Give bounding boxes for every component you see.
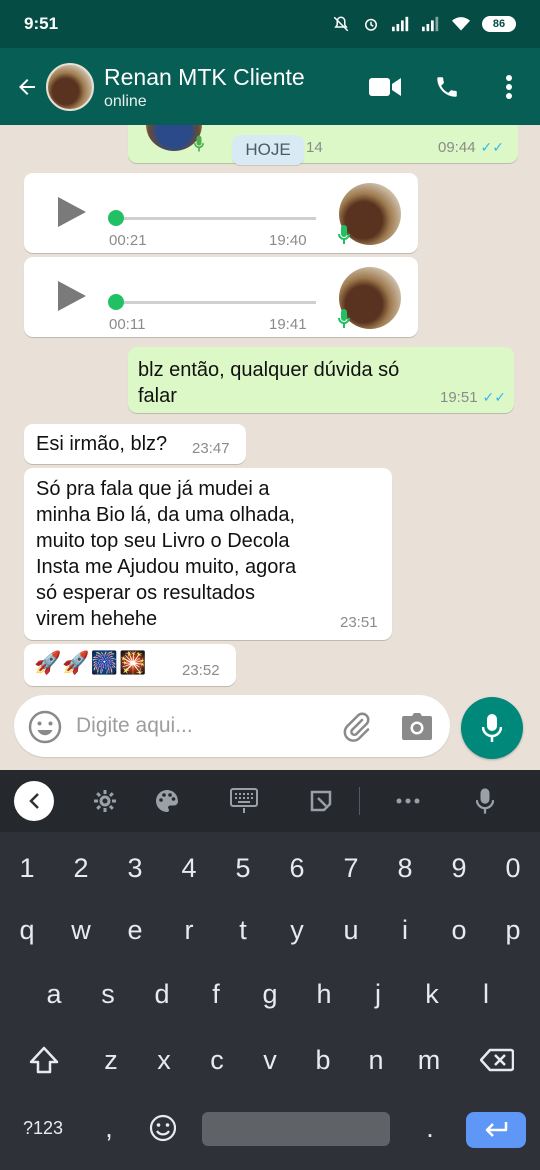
arrow-left-icon bbox=[15, 75, 39, 99]
contact-info[interactable] bbox=[104, 63, 354, 111]
key[interactable]: j bbox=[375, 978, 381, 1009]
audio-progress-track[interactable] bbox=[116, 217, 316, 220]
incoming-message[interactable] bbox=[24, 424, 246, 464]
key[interactable]: e bbox=[127, 914, 143, 945]
ellipsis-icon bbox=[396, 798, 420, 804]
letter-row-2 bbox=[0, 964, 540, 1024]
battery-indicator: 86 bbox=[482, 16, 516, 32]
message-line: blz então, qualquer dúvida só bbox=[138, 359, 400, 381]
clipboard-button[interactable] bbox=[296, 770, 346, 832]
video-call-button[interactable] bbox=[354, 48, 416, 125]
more-options-button[interactable] bbox=[478, 48, 540, 125]
key[interactable]: g bbox=[262, 978, 278, 1009]
audio-message[interactable] bbox=[24, 257, 418, 337]
clipboard-icon bbox=[309, 789, 333, 813]
mic-icon bbox=[476, 788, 494, 814]
message-time-partial: 14 bbox=[306, 139, 323, 156]
incoming-message[interactable] bbox=[24, 468, 392, 640]
collapse-toolbar-button[interactable] bbox=[0, 770, 68, 832]
contact-name: Renan MTK Cliente bbox=[104, 63, 305, 90]
key[interactable]: 1 bbox=[19, 852, 35, 883]
key[interactable]: v bbox=[263, 1044, 277, 1075]
clock: 9:51 bbox=[24, 14, 59, 33]
message-line: Insta me Ajudou muito, agora bbox=[36, 556, 297, 578]
key[interactable]: d bbox=[154, 978, 170, 1009]
emoji-icon bbox=[149, 1114, 177, 1142]
message-time: 23:47 bbox=[192, 440, 230, 457]
audio-duration: 00:11 bbox=[109, 316, 146, 333]
key[interactable]: 4 bbox=[181, 852, 197, 883]
key[interactable]: 5 bbox=[235, 852, 251, 883]
key[interactable]: x bbox=[157, 1044, 171, 1075]
message-line: falar bbox=[138, 385, 177, 407]
chevron-left-icon bbox=[14, 781, 54, 821]
message-line: minha Bio lá, da uma olhada, bbox=[36, 504, 296, 526]
date-chip: HOJE bbox=[232, 135, 304, 165]
keyboard-toolbar bbox=[0, 770, 540, 832]
mic-icon bbox=[338, 309, 350, 329]
message-time: 09:44 ✓✓ bbox=[438, 139, 505, 156]
key[interactable]: t bbox=[239, 914, 247, 945]
keyboard bbox=[0, 770, 540, 1170]
key[interactable]: q bbox=[19, 914, 35, 945]
key[interactable]: 6 bbox=[289, 852, 305, 883]
key[interactable]: l bbox=[483, 978, 489, 1009]
shift-key[interactable] bbox=[3, 1030, 85, 1090]
key[interactable]: h bbox=[316, 978, 332, 1009]
kebab-menu-icon bbox=[506, 75, 512, 99]
alarm-icon bbox=[362, 15, 380, 33]
comma-key[interactable]: , bbox=[105, 1112, 113, 1143]
message-partial[interactable] bbox=[128, 125, 518, 163]
key[interactable]: 9 bbox=[451, 852, 467, 883]
emoji-key[interactable] bbox=[138, 1108, 188, 1148]
period-key[interactable]: . bbox=[426, 1112, 434, 1143]
key[interactable]: 7 bbox=[343, 852, 359, 883]
message-line: Esi irmão, blz? bbox=[36, 433, 168, 455]
enter-icon bbox=[483, 1120, 509, 1140]
phone-icon bbox=[434, 74, 460, 100]
audio-duration: 00:21 bbox=[109, 232, 147, 249]
space-bar[interactable] bbox=[202, 1112, 390, 1146]
play-icon[interactable] bbox=[54, 195, 88, 229]
key[interactable]: y bbox=[290, 914, 304, 945]
voice-typing-button[interactable] bbox=[444, 770, 526, 832]
settings-button[interactable] bbox=[68, 770, 142, 832]
emoji-line: 🚀🚀🎆🎇 bbox=[34, 650, 148, 675]
message-list[interactable] bbox=[0, 125, 540, 770]
message-line: Só pra fala que já mudei a bbox=[36, 478, 270, 500]
voice-record-button[interactable] bbox=[461, 697, 523, 759]
gear-icon bbox=[93, 789, 117, 813]
message-time: 23:51 bbox=[340, 614, 378, 631]
back-button[interactable] bbox=[0, 48, 46, 125]
outgoing-message[interactable] bbox=[128, 347, 514, 413]
key[interactable]: z bbox=[104, 1044, 118, 1075]
message-input[interactable] bbox=[76, 707, 326, 745]
bottom-row bbox=[0, 1100, 540, 1158]
compose-field bbox=[14, 695, 450, 757]
mic-icon bbox=[194, 135, 204, 153]
key[interactable]: 8 bbox=[397, 852, 413, 883]
wifi-icon bbox=[452, 15, 470, 33]
key[interactable]: s bbox=[101, 978, 115, 1009]
mic-icon bbox=[482, 714, 502, 742]
status-icons bbox=[332, 15, 516, 33]
audio-seek-handle[interactable] bbox=[108, 294, 124, 310]
voice-call-button[interactable] bbox=[416, 48, 478, 125]
message-time: 19:40 bbox=[269, 232, 307, 249]
key[interactable]: f bbox=[212, 978, 220, 1009]
play-icon[interactable] bbox=[54, 279, 88, 313]
message-time: 19:41 bbox=[269, 316, 307, 333]
message-time: 19:51 ✓✓ bbox=[440, 389, 507, 406]
message-time: 23:52 bbox=[182, 662, 220, 679]
number-row bbox=[0, 838, 540, 898]
more-tools-button[interactable] bbox=[372, 770, 444, 832]
key[interactable]: 0 bbox=[505, 852, 521, 883]
audio-progress-track[interactable] bbox=[116, 301, 316, 304]
status-bar bbox=[0, 0, 540, 48]
symbols-key[interactable]: ?123 bbox=[22, 1117, 64, 1138]
key[interactable]: w bbox=[71, 914, 91, 945]
backspace-icon bbox=[480, 1048, 514, 1072]
palette-icon bbox=[154, 788, 180, 814]
video-camera-icon bbox=[369, 76, 401, 98]
key[interactable]: 3 bbox=[127, 852, 143, 883]
contact-avatar[interactable] bbox=[46, 63, 94, 111]
message-line: só esperar os resultados bbox=[36, 582, 256, 604]
key[interactable]: m bbox=[417, 1044, 441, 1075]
read-receipt-icon: ✓✓ bbox=[480, 139, 505, 155]
mute-icon bbox=[332, 15, 350, 33]
key[interactable]: n bbox=[368, 1044, 384, 1075]
key[interactable]: p bbox=[505, 914, 521, 945]
message-line: muito top seu Livro o Decola bbox=[36, 530, 290, 552]
key[interactable]: o bbox=[451, 914, 467, 945]
emoji-icon[interactable] bbox=[28, 710, 62, 744]
key[interactable]: b bbox=[315, 1044, 331, 1075]
letter-row-1 bbox=[0, 900, 540, 960]
key[interactable]: r bbox=[184, 914, 194, 945]
keyboard-icon bbox=[230, 788, 258, 814]
mic-icon bbox=[338, 225, 350, 245]
camera-icon[interactable] bbox=[400, 710, 434, 742]
contact-status: online bbox=[104, 92, 147, 110]
key[interactable]: a bbox=[46, 978, 62, 1009]
keyboard-mode-button[interactable] bbox=[192, 770, 296, 832]
theme-button[interactable] bbox=[142, 770, 192, 832]
key[interactable]: k bbox=[425, 978, 439, 1009]
audio-message[interactable] bbox=[24, 173, 418, 253]
backspace-key[interactable] bbox=[456, 1030, 538, 1090]
key[interactable]: 2 bbox=[73, 852, 89, 883]
incoming-message[interactable] bbox=[24, 644, 236, 686]
key[interactable]: u bbox=[343, 914, 359, 945]
key[interactable]: c bbox=[210, 1044, 224, 1075]
audio-seek-handle[interactable] bbox=[108, 210, 124, 226]
attach-icon[interactable] bbox=[340, 710, 372, 742]
chat-header bbox=[0, 48, 540, 125]
compose-bar bbox=[0, 690, 540, 770]
signal-2-icon bbox=[422, 15, 440, 33]
signal-icon bbox=[392, 15, 410, 33]
enter-key[interactable] bbox=[466, 1112, 526, 1148]
key[interactable]: i bbox=[402, 914, 408, 945]
read-receipt-icon: ✓✓ bbox=[482, 389, 507, 405]
shift-icon bbox=[29, 1046, 59, 1074]
toolbar-separator bbox=[346, 770, 372, 832]
message-line: virem hehehe bbox=[36, 608, 158, 630]
letter-row-3 bbox=[0, 1030, 540, 1090]
